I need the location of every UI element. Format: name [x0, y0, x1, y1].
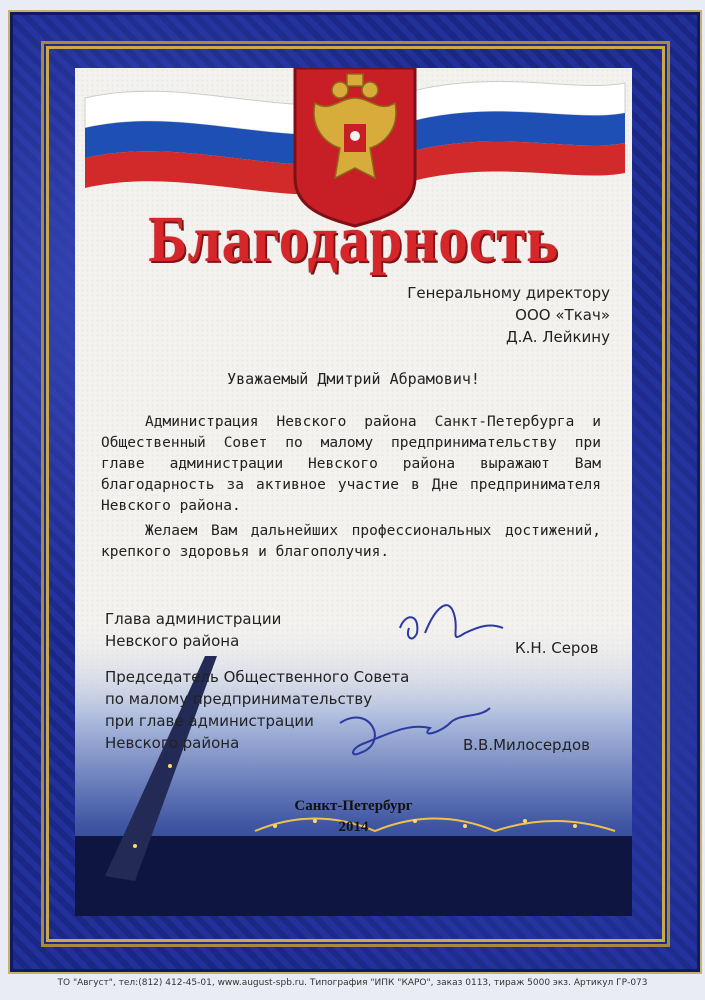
- recipient-line: Д.А. Лейкину: [505, 328, 610, 346]
- signature-block-head: [105, 608, 281, 652]
- signatory-title: при главе администрации: [105, 712, 314, 730]
- salutation: Уважаемый Дмитрий Абрамович!: [227, 370, 480, 388]
- recipient-block: [407, 282, 610, 348]
- signatory-title: Невского района: [105, 632, 240, 650]
- signatory-title: Глава администрации: [105, 610, 282, 628]
- signatory-name: В.В.Милосердов: [463, 736, 590, 754]
- printer-footer: ТО "Август", тел:(812) 412-45-01, www.august-spb.ru. Типография "ИПК "КАРО", заказ 0113, тираж 5000 экз. Артикул ГР-073: [57, 978, 648, 988]
- paragraph: Желаем Вам дальнейших профессиональных достижений, крепкого здоровья и благополучия.: [101, 523, 601, 560]
- recipient-line: Генеральному директору: [407, 284, 610, 302]
- city-line: Санкт-Петербург: [294, 798, 413, 814]
- paragraph: Администрация Невского района Санкт-Петербурга и Общественный Совет по малому предпринимательству при главе администрации Невского района выражают Вам благодарность за активное участие в Дне предпринимателя Невского района.: [101, 414, 601, 514]
- handwritten-signature-serov: [395, 588, 505, 658]
- certificate-title: Благодарность: [148, 203, 559, 276]
- signatory-title: по малому предпринимательству: [105, 690, 373, 708]
- signatory-name: К.Н. Серов: [515, 639, 599, 657]
- signatory-title: Невского района: [105, 734, 240, 752]
- certificate-body: [75, 68, 632, 916]
- signatory-title: Председатель Общественного Совета: [105, 668, 410, 686]
- letter-body: [101, 412, 601, 567]
- handwritten-signature-milosedov: [330, 693, 495, 773]
- recipient-line: ООО «Ткач»: [515, 306, 610, 324]
- year-line: 2014: [338, 819, 369, 835]
